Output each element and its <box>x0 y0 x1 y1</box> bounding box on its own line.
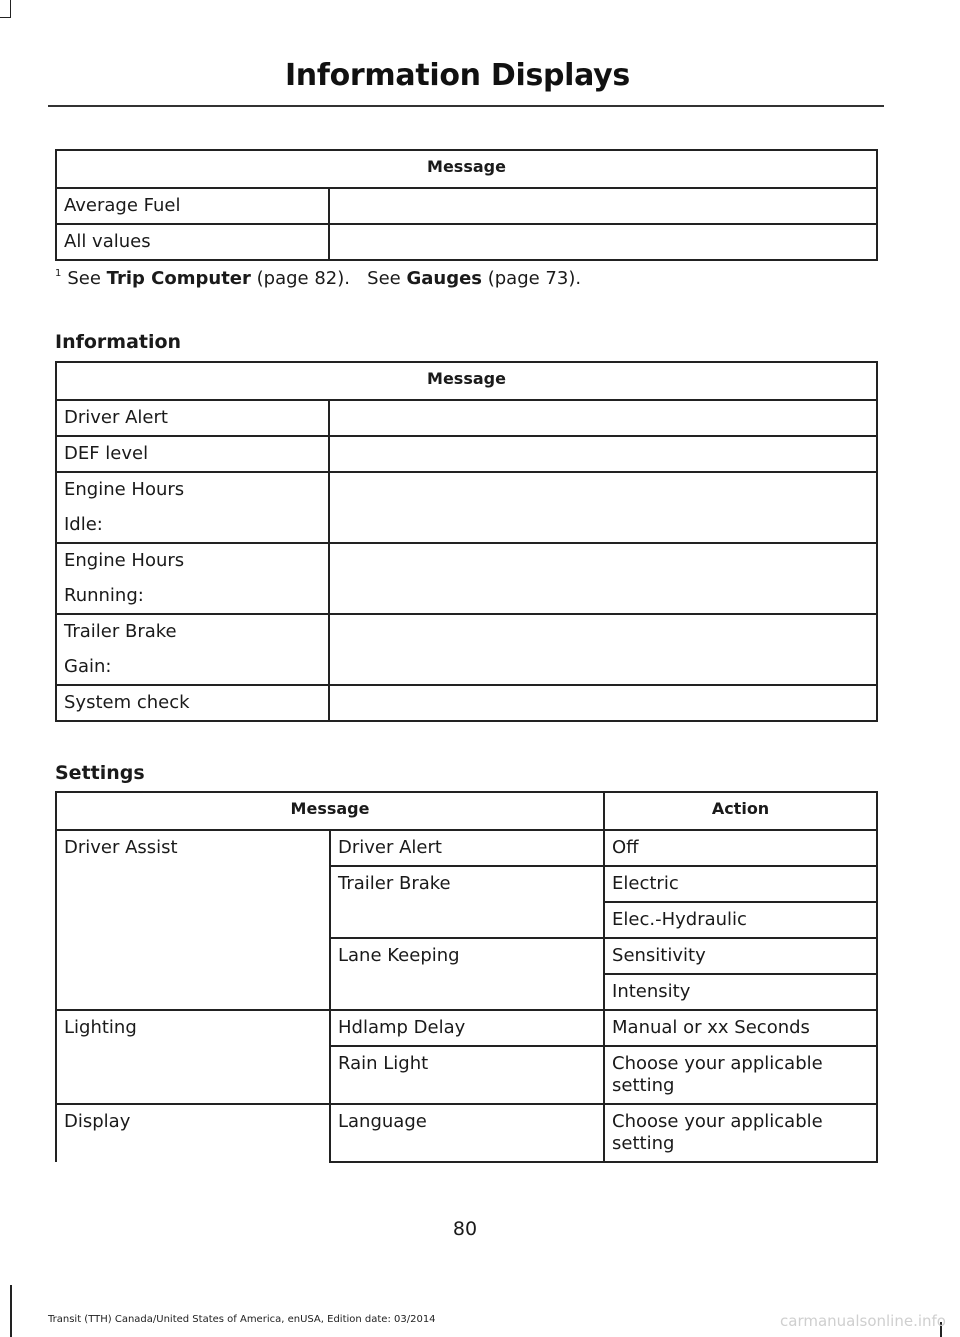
row-label-line1: Engine Hours <box>64 479 185 500</box>
row-label-line2: Idle: <box>64 514 103 535</box>
settings-action: Sensitivity <box>604 938 877 974</box>
footnote-page-2: (page 73). <box>482 268 582 289</box>
page-number: 80 <box>452 1218 478 1240</box>
settings-action: Choose your applicable setting <box>604 1046 877 1104</box>
row-label-line2: Running: <box>64 585 144 606</box>
row-value <box>329 614 877 685</box>
row-label-line1: System check <box>64 692 190 713</box>
row-value <box>329 685 877 721</box>
row-label <box>56 472 329 543</box>
title-divider <box>48 105 884 107</box>
footnote-lead-2: See <box>367 268 407 289</box>
table-header-row <box>56 792 877 830</box>
settings-group-lighting: Lighting <box>56 1010 330 1104</box>
row-label-line1: Engine Hours <box>64 550 185 571</box>
row-label <box>56 543 329 614</box>
section-heading-settings: Settings <box>55 762 145 784</box>
column-header-message: Message <box>56 792 604 830</box>
table-row <box>56 472 877 543</box>
watermark: carmanualsonline.info <box>780 1312 946 1330</box>
column-header-action: Action <box>604 792 877 830</box>
table-row <box>56 1104 877 1162</box>
footnote-marker: 1 <box>55 268 62 279</box>
table-row <box>56 400 877 436</box>
settings-item: Rain Light <box>330 1046 604 1104</box>
row-label <box>56 436 329 472</box>
settings-group-display: Display <box>56 1104 330 1162</box>
row-label: Average Fuel <box>56 188 329 224</box>
row-value <box>329 224 877 260</box>
table-row <box>56 543 877 614</box>
table-row <box>56 1010 877 1046</box>
row-label-line1: DEF level <box>64 443 149 464</box>
table-row <box>56 614 877 685</box>
table-header-row <box>56 150 877 188</box>
footnote-lead-1: See <box>67 268 107 289</box>
row-value <box>329 472 877 543</box>
crop-mark-bottom-left-v <box>10 1285 12 1337</box>
column-header-message: Message <box>56 150 877 188</box>
message-table-fuel <box>55 149 878 261</box>
footnote-link-gauges[interactable]: Gauges <box>406 268 482 289</box>
row-label: All values <box>56 224 329 260</box>
table-row <box>56 685 877 721</box>
table-row <box>56 224 877 260</box>
footnote <box>55 268 581 289</box>
settings-group-driver-assist: Driver Assist <box>56 830 330 1010</box>
settings-item: Trailer Brake <box>330 866 604 938</box>
settings-item: Hdlamp Delay <box>330 1010 604 1046</box>
information-table <box>55 361 878 722</box>
page-title: Information Displays <box>284 58 630 93</box>
row-value <box>329 188 877 224</box>
row-value <box>329 400 877 436</box>
footnote-page-1: (page 82). <box>250 268 350 289</box>
settings-table <box>55 791 878 1163</box>
row-label-line1: Trailer Brake <box>64 621 177 642</box>
table-row <box>56 188 877 224</box>
table-row <box>56 436 877 472</box>
crop-mark-top-left-v <box>10 0 11 18</box>
crop-mark-top-left-h <box>0 17 10 18</box>
settings-action: Intensity <box>604 974 877 1010</box>
row-label-line2: Gain: <box>64 656 112 677</box>
row-label <box>56 400 329 436</box>
row-value <box>329 436 877 472</box>
settings-action: Off <box>604 830 877 866</box>
settings-action: Elec.-Hydraulic <box>604 902 877 938</box>
settings-action: Choose your applicable setting <box>604 1104 877 1162</box>
table-header-row <box>56 362 877 400</box>
settings-item: Driver Alert <box>330 830 604 866</box>
row-label <box>56 614 329 685</box>
column-header-message: Message <box>56 362 877 400</box>
row-value <box>329 543 877 614</box>
row-label-line1: Driver Alert <box>64 407 168 428</box>
section-heading-information: Information <box>55 331 182 353</box>
table-row <box>56 830 877 866</box>
row-label <box>56 685 329 721</box>
footnote-link-trip-computer[interactable]: Trip Computer <box>106 268 251 289</box>
settings-item: Language <box>330 1104 604 1162</box>
footer-edition-text: Transit (TTH) Canada/United States of America, enUSA, Edition date: 03/2014 <box>48 1314 436 1325</box>
settings-action: Manual or xx Seconds <box>604 1010 877 1046</box>
settings-action: Electric <box>604 866 877 902</box>
settings-item: Lane Keeping <box>330 938 604 1010</box>
